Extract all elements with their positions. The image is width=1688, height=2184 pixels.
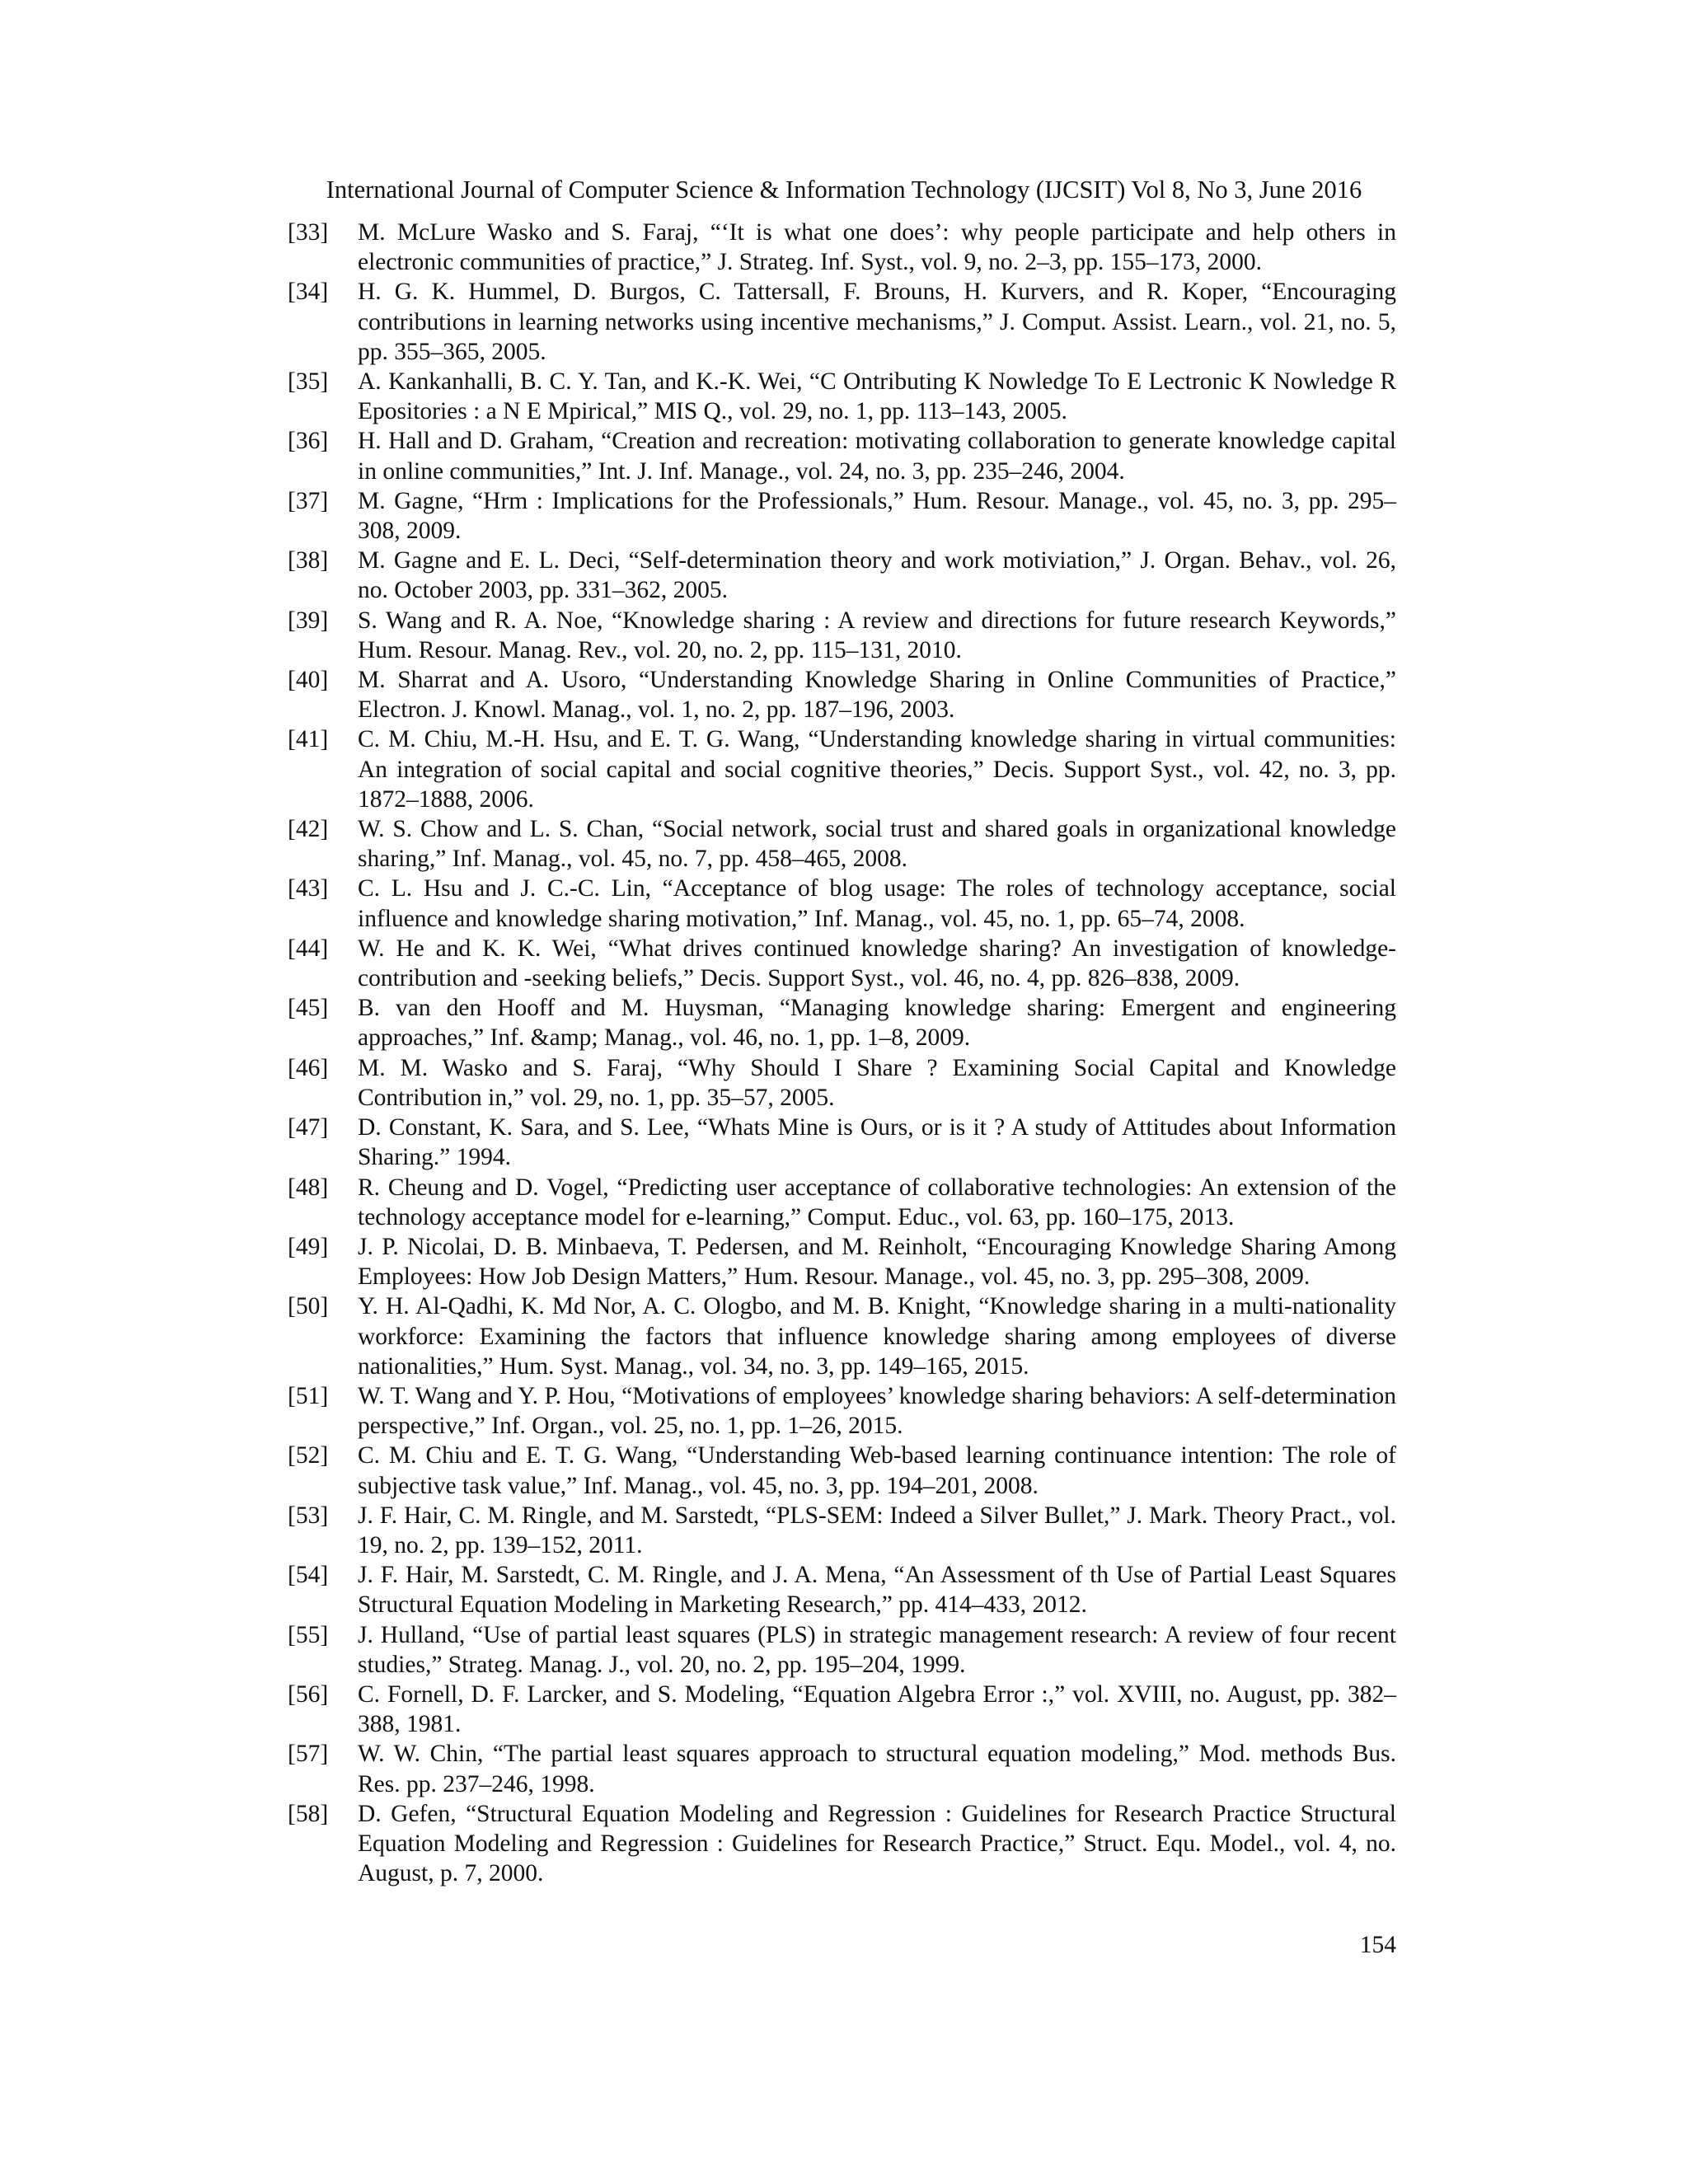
reference-number: [44] [288, 935, 329, 962]
reference-item [288, 367, 1396, 426]
reference-text: W. S. Chow and L. S. Chan, “Social network, social trust and shared goals in organizational knowledge sharing,” Inf. Manag., vol. 45, no. 7, pp. 458–465, 2008. [358, 816, 1396, 873]
reference-item [288, 1232, 1396, 1291]
reference-number: [52] [288, 1442, 329, 1469]
reference-text: W. T. Wang and Y. P. Hou, “Motivations of employees’ knowledge sharing behaviors: A self-determination perspective,” Inf. Organ., vol. 25, no. 1, pp. 1–26, 2015. [358, 1382, 1396, 1440]
reference-number: [51] [288, 1382, 329, 1409]
reference-text: C. Fornell, D. F. Larcker, and S. Modeling, “Equation Algebra Error :,” vol. XVIII, no. August, pp. 382–388, 1981. [358, 1680, 1396, 1738]
reference-text: Y. H. Al-Qadhi, K. Md Nor, A. C. Ologbo, and M. B. Knight, “Knowledge sharing in a multi-nationality workforce: Examining the factors that influence knowledge sharing among employees of diverse nationalities,” Hum. Syst. Manag., vol. 34, no. 3, pp. 149–165, 2015. [358, 1293, 1396, 1380]
reference-text: J. Hulland, “Use of partial least squares (PLS) in strategic management research: A review of four recent studies,” Strateg. Manag. J., vol. 20, no. 2, pp. 195–204, 1999. [358, 1621, 1396, 1678]
reference-item [288, 1053, 1396, 1113]
reference-number: [46] [288, 1054, 329, 1081]
reference-text: W. He and K. K. Wei, “What drives continued knowledge sharing? An investigation of knowledge-contribution and -seeking beliefs,” Decis. Support Syst., vol. 46, no. 4, pp. 826–838, 2009. [358, 935, 1396, 992]
reference-item [288, 993, 1396, 1052]
reference-text: M. Sharrat and A. Usoro, “Understanding Knowledge Sharing in Online Communities of Practice,” Electron. J. Knowl. Manag., vol. 1, no. 2, pp. 187–196, 2003. [358, 667, 1396, 724]
reference-text: M. Gagne and E. L. Deci, “Self-determination theory and work motiviation,” J. Organ. Behav., vol. 26, no. October 2003, pp. 331–362, 2005. [358, 547, 1396, 604]
reference-text: M. McLure Wasko and S. Faraj, “‘It is what one does’: why people participate and help others in electronic communities of practice,” J. Strateg. Inf. Syst., vol. 9, no. 2–3, pp. 155–173, 2000. [358, 219, 1396, 276]
reference-item [288, 1560, 1396, 1619]
reference-number: [48] [288, 1174, 329, 1201]
reference-item [288, 1173, 1396, 1232]
reference-item [288, 934, 1396, 993]
reference-item [288, 1739, 1396, 1798]
reference-item [288, 426, 1396, 485]
reference-item [288, 1799, 1396, 1889]
reference-number: [54] [288, 1562, 329, 1589]
reference-text: J. F. Hair, M. Sarstedt, C. M. Ringle, and J. A. Mena, “An Assessment of th Use of Partial Least Squares Structural Equation Modeling in Marketing Research,” pp. 414–433, 2012. [358, 1562, 1396, 1619]
reference-item [288, 486, 1396, 546]
reference-number: [57] [288, 1741, 329, 1768]
reference-item [288, 606, 1396, 665]
reference-number: [43] [288, 875, 329, 902]
reference-item [288, 1381, 1396, 1441]
reference-number: [38] [288, 547, 329, 574]
reference-text: C. M. Chiu and E. T. G. Wang, “Understanding Web-based learning continuance intention: The role of subjective task value,” Inf. Manag., vol. 45, no. 3, pp. 194–201, 2008. [358, 1442, 1396, 1499]
reference-number: [40] [288, 667, 329, 694]
reference-number: [47] [288, 1114, 329, 1141]
reference-text: M. Gagne, “Hrm : Implications for the Professionals,” Hum. Resour. Manage., vol. 45, no. 3, pp. 295–308, 2009. [358, 487, 1396, 545]
reference-item [288, 874, 1396, 933]
reference-text: J. F. Hair, C. M. Ringle, and M. Sarstedt, “PLS-SEM: Indeed a Silver Bullet,” J. Mark. Theory Pract., vol. 19, no. 2, pp. 139–152, 2011. [358, 1502, 1396, 1558]
reference-number: [42] [288, 816, 329, 843]
reference-number: [45] [288, 995, 329, 1022]
reference-text: R. Cheung and D. Vogel, “Predicting user acceptance of collaborative technologies: An extension of the technology acceptance model for e-learning,” Comput. Educ., vol. 63, pp. 160–175, 2013. [358, 1174, 1396, 1230]
reference-item [288, 665, 1396, 724]
reference-number: [41] [288, 726, 329, 753]
reference-text: H. Hall and D. Graham, “Creation and recreation: motivating collaboration to generate knowledge capital in online communities,” Int. J. Inf. Manage., vol. 24, no. 3, pp. 235–246, 2004. [358, 428, 1396, 485]
reference-item [288, 724, 1396, 814]
reference-number: [37] [288, 487, 329, 514]
reference-text: C. L. Hsu and J. C.-C. Lin, “Acceptance of blog usage: The roles of technology acceptance, social influence and knowledge sharing motivation,” Inf. Manag., vol. 45, no. 1, pp. 65–74, 2008. [358, 875, 1396, 932]
reference-item [288, 1620, 1396, 1680]
reference-number: [36] [288, 428, 329, 455]
reference-item [288, 277, 1396, 367]
reference-number: [35] [288, 368, 329, 396]
reference-number: [39] [288, 607, 329, 634]
reference-text: M. M. Wasko and S. Faraj, “Why Should I Share ? Examining Social Capital and Knowledge Contribution in,” vol. 29, no. 1, pp. 35–57, 2005. [358, 1054, 1396, 1111]
reference-item [288, 1291, 1396, 1381]
reference-text: D. Gefen, “Structural Equation Modeling and Regression : Guidelines for Research Practice Structural Equation Modeling and Regression : Guidelines for Research Practice,” Struct. Equ. Model., vol. 4, no. August, p. 7, 2000. [358, 1800, 1396, 1887]
reference-number: [50] [288, 1293, 329, 1320]
reference-text: D. Constant, K. Sara, and S. Lee, “Whats Mine is Ours, or is it ? A study of Attitudes about Information Sharing.” 1994. [358, 1114, 1396, 1171]
reference-item [288, 218, 1396, 277]
reference-text: C. M. Chiu, M.-H. Hsu, and E. T. G. Wang, “Understanding knowledge sharing in virtual communities: An integration of social capital and social cognitive theories,” Decis. Support Syst., vol. 42, no. 3, pp. 1872–1888, 2006. [358, 726, 1396, 813]
reference-number: [33] [288, 219, 329, 246]
reference-item [288, 1680, 1396, 1739]
page-number: 154 [1359, 1932, 1396, 1958]
reference-text: H. G. K. Hummel, D. Burgos, C. Tattersall, F. Brouns, H. Kurvers, and R. Koper, “Encouraging contributions in learning networks using incentive mechanisms,” J. Comput. Assist. Learn., vol. 21, no. 5, pp. 355–365, 2005. [358, 279, 1396, 365]
reference-item [288, 546, 1396, 605]
reference-item [288, 1441, 1396, 1500]
reference-text: W. W. Chin, “The partial least squares approach to structural equation modeling,” Mod. methods Bus. Res. pp. 237–246, 1998. [358, 1741, 1396, 1797]
reference-number: [58] [288, 1800, 329, 1827]
reference-text: J. P. Nicolai, D. B. Minbaeva, T. Pedersen, and M. Reinholt, “Encouraging Knowledge Sharing Among Employees: How Job Design Matters,” Hum. Resour. Manage., vol. 45, no. 3, pp. 295–308, 2009. [358, 1233, 1396, 1291]
reference-item [288, 814, 1396, 874]
reference-number: [53] [288, 1502, 329, 1529]
reference-number: [34] [288, 279, 329, 306]
reference-text: S. Wang and R. A. Noe, “Knowledge sharing : A review and directions for future research Keywords,” Hum. Resour. Manag. Rev., vol. 20, no. 2, pp. 115–131, 2010. [358, 607, 1396, 663]
reference-item [288, 1501, 1396, 1560]
running-header: International Journal of Computer Science & Information Technology (IJCSIT) Vol 8, No 3, June 2016 [326, 176, 1362, 204]
reference-number: [49] [288, 1233, 329, 1260]
reference-number: [56] [288, 1680, 329, 1708]
reference-text: B. van den Hooff and M. Huysman, “Managing knowledge sharing: Emergent and engineering approaches,” Inf. &amp; Manag., vol. 46, no. 1, pp. 1–8, 2009. [358, 995, 1396, 1052]
reference-list [288, 218, 1396, 1888]
reference-text: A. Kankanhalli, B. C. Y. Tan, and K.-K. Wei, “C Ontributing K Nowledge To E Lectronic K Nowledge R Epositories : a N E Mpirical,” MIS Q., vol. 29, no. 1, pp. 113–143, 2005. [358, 368, 1396, 425]
reference-item [288, 1113, 1396, 1172]
reference-number: [55] [288, 1621, 329, 1648]
